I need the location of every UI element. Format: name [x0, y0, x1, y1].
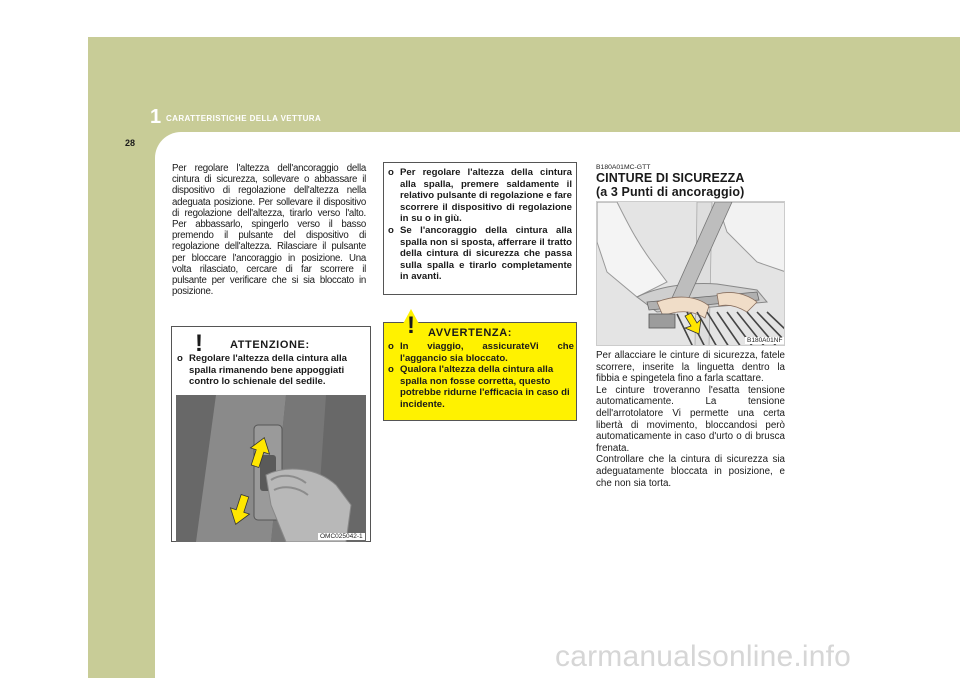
adjust-instructions-box [383, 162, 577, 295]
warning-box [383, 312, 577, 421]
bullet-marker: o [388, 167, 394, 178]
seat-belt-photo [596, 201, 785, 346]
section-paragraph: Le cinture troveranno l'esatta tensione automaticamente. La tensione dell'arrotolatore Vi permette una certa libertà di movimento, bloccandosi però automaticamente in caso d'urto o di brusca frenata. [596, 384, 785, 454]
warning-item-text: Qualora l'altezza della cintura alla spalla non fosse corretta, questo potrebbe ridurne l'efficacia in caso di incidente. [400, 364, 570, 410]
warning-triangle-icon [184, 327, 214, 355]
height-adjuster-photo [176, 395, 366, 542]
attention-box [171, 326, 371, 542]
warning-item [388, 364, 574, 410]
section-code: B180A01MC-GTT [596, 164, 651, 171]
attention-image-code: OMC025042-1 [320, 533, 363, 540]
height-adjuster-illustration [176, 395, 366, 542]
bullet-marker: o [388, 224, 394, 236]
section-paragraph: Controllare che la cintura di sicurezza sia adeguatamente bloccata in posizione, e che non sia torta. [596, 454, 785, 489]
bullet-marker: o [388, 341, 394, 352]
chapter-title: CARATTERISTICHE DELLA VETTURA [166, 114, 322, 123]
warning-icon-glyph: ! [407, 312, 415, 337]
adjust-item [388, 167, 572, 225]
warning-list [388, 341, 574, 411]
adjust-item-text: Per regolare l'altezza della cintura alla spalla, premere saldamente il relativo pulsante di regolazione e fare scorrere il dispositivo di regolazione in su o in giù. [400, 167, 572, 225]
attention-item [177, 353, 367, 388]
bullet-marker: o [177, 353, 183, 364]
belt-image-code: B180A01NF [747, 337, 783, 344]
attention-list [177, 353, 367, 388]
section-body [596, 350, 785, 489]
adjust-item-text: Se l'ancoraggio della cintura alla spalla non si sposta, afferrare il tratto della cintura di sicurezza che passa sulla spalla e tirarlo completamente in avanti. [400, 224, 572, 283]
warning-triangle-icon [396, 309, 426, 337]
page-number: 28 [125, 138, 136, 148]
attention-title: ATTENZIONE: [230, 339, 310, 351]
warning-item-text: In viaggio, assicurateVi che l'aggancio sia bloccato. [400, 341, 574, 364]
chapter-number: 1 [150, 106, 162, 128]
attention-icon-glyph: ! [195, 330, 203, 355]
section-paragraph: Per allacciare le cinture di sicurezza, fatele scorrere, inserite la linguetta dentro la fibbia e spingetela fino a farla scattare. [596, 350, 785, 385]
warning-item [388, 341, 574, 364]
warning-title: AVVERTENZA: [428, 327, 513, 339]
seat-belt-illustration [597, 202, 785, 346]
adjust-item [388, 225, 572, 283]
section-title [596, 172, 745, 199]
section-title-line-2: (a 3 Punti di ancoraggio) [596, 184, 745, 199]
attention-item-text: Regolare l'altezza della cintura alla spalla rimanendo bene appoggiati contro lo schienale del sedile. [189, 353, 347, 388]
watermark: carmanualsonline.info [555, 640, 852, 673]
section-title-line-1: CINTURE DI SICUREZZA [596, 171, 745, 185]
intro-paragraph: Per regolare l'altezza dell'ancoraggio della cintura di sicurezza, sollevare o abbassare il dispositivo di regolazione dell'altezza nella adeguata posizione. Per sollevare il dispositivo di regolazione dell'altezza, tirarlo verso l'alto. Per abbassarlo, spingerlo verso il basso premendo il pulsante del dispositivo di regolazione dell'altezza. Rilasciare il pulsante per bloccare l'ancoraggio in posizione. Una volta rilasciato, cercare di far scorrere il pulsante per verificare che si sia bloccato in posizione. [172, 163, 366, 298]
bullet-marker: o [388, 364, 394, 376]
